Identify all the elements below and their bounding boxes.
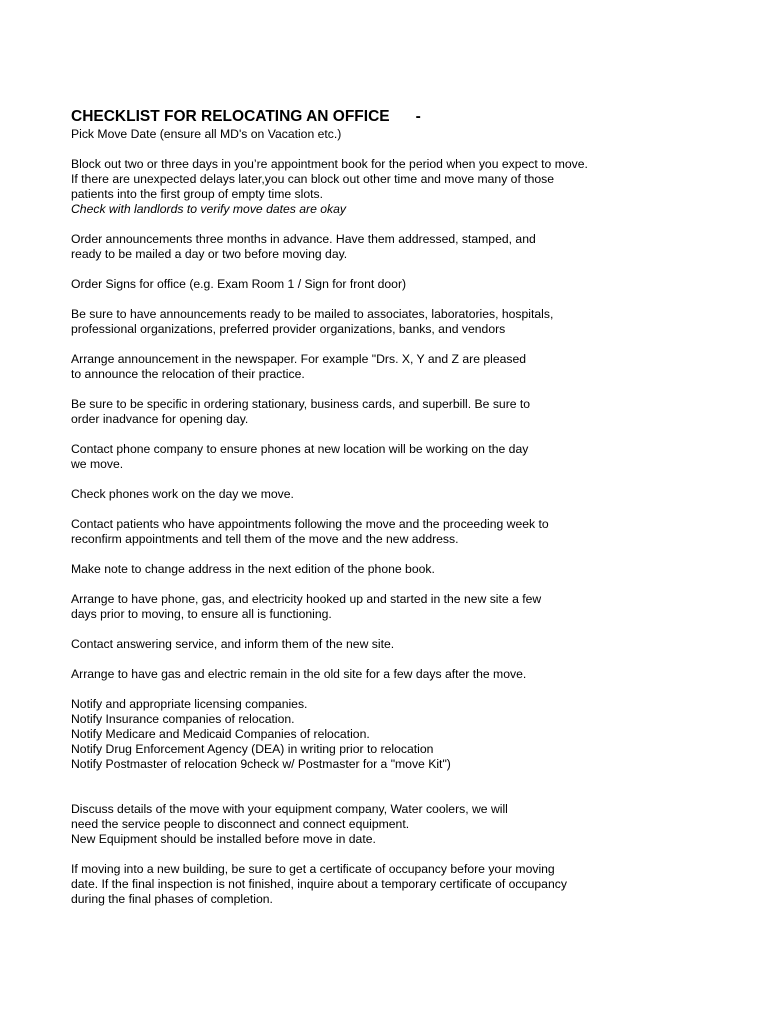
paragraph-contact-patients (71, 517, 731, 547)
paragraph-line: Contact answering service, and inform them of the new site. (71, 637, 395, 651)
paragraph-line: Notify and appropriate licensing companies. (71, 697, 308, 711)
paragraph-line: Contact patients who have appointments following the move and the proceeding week to (71, 517, 549, 531)
paragraph-line: date. If the final inspection is not finished, inquire about a temporary certificate of occupancy (71, 877, 567, 891)
paragraph-line: ready to be mailed a day or two before moving day. (71, 247, 348, 261)
paragraph-equipment (71, 802, 731, 847)
paragraph-line: to announce the relocation of their practice. (71, 367, 305, 381)
paragraph-line: days prior to moving, to ensure all is functioning. (71, 607, 332, 621)
paragraph-line: we move. (71, 457, 124, 471)
paragraph-line: professional organizations, preferred provider organizations, banks, and vendors (71, 322, 506, 336)
paragraph-notifications (71, 697, 731, 772)
paragraph-line: Check phones work on the day we move. (71, 487, 294, 501)
paragraph-line: Pick Move Date (ensure all MD's on Vacation etc.) (71, 127, 342, 141)
paragraph-line: Discuss details of the move with your equipment company, Water coolers, we will (71, 802, 508, 816)
paragraph-block-out-days (71, 157, 731, 217)
paragraph-line: Arrange announcement in the newspaper. For example "Drs. X, Y and Z are pleased (71, 352, 527, 366)
paragraph-line: Arrange to have gas and electric remain in the old site for a few days after the move. (71, 667, 527, 681)
paragraph-line: Notify Drug Enforcement Agency (DEA) in writing prior to relocation (71, 742, 434, 756)
paragraph-answering-service (71, 637, 731, 652)
paragraph-line: Be sure to be specific in ordering stationary, business cards, and superbill. Be sure to (71, 397, 531, 411)
paragraph-line: during the final phases of completion. (71, 892, 273, 906)
paragraph-pick-move-date (71, 127, 731, 142)
paragraph-certificate-occupancy (71, 862, 731, 907)
paragraph-stationary (71, 397, 731, 427)
paragraph-phone-book (71, 562, 731, 577)
landlord-note: Check with landlords to verify move dates are okay (71, 202, 347, 216)
paragraph-line: Block out two or three days in you’re appointment book for the period when you expect to move. (71, 157, 588, 171)
paragraph-line: need the service people to disconnect and connect equipment. (71, 817, 410, 831)
paragraph-line: Be sure to have announcements ready to be mailed to associates, laboratories, hospitals, (71, 307, 554, 321)
paragraph-line: patients into the first group of empty time slots. (71, 187, 323, 201)
paragraph-line: Make note to change address in the next edition of the phone book. (71, 562, 435, 576)
paragraph-line: Contact phone company to ensure phones at new location will be working on the day (71, 442, 529, 456)
paragraph-line: reconfirm appointments and tell them of the move and the new address. (71, 532, 459, 546)
paragraph-line: Arrange to have phone, gas, and electricity hooked up and started in the new site a few (71, 592, 542, 606)
paragraph-line: If moving into a new building, be sure to get a certificate of occupancy before your moving (71, 862, 555, 876)
paragraph-line: New Equipment should be installed before move in date. (71, 832, 376, 846)
paragraph-line: If there are unexpected delays later,you can block out other time and move many of those (71, 172, 555, 186)
document-title (71, 108, 731, 126)
paragraph-line: Order Signs for office (e.g. Exam Room 1 / Sign for front door) (71, 277, 407, 291)
document-page (71, 108, 731, 922)
paragraph-utilities-old-site (71, 667, 731, 682)
paragraph-newspaper (71, 352, 731, 382)
title-text: CHECKLIST FOR RELOCATING AN OFFICE (71, 108, 390, 125)
paragraph-line: Notify Medicare and Medicaid Companies of relocation. (71, 727, 370, 741)
title-dash: - (415, 108, 421, 125)
paragraph-order-announcements (71, 232, 731, 262)
paragraph-line: order inadvance for opening day. (71, 412, 249, 426)
paragraph-utilities-new-site (71, 592, 731, 622)
paragraph-mail-announcements (71, 307, 731, 337)
paragraph-order-signs (71, 277, 731, 292)
paragraph-line: Order announcements three months in advance. Have them addressed, stamped, and (71, 232, 536, 246)
paragraph-line: Notify Postmaster of relocation 9check w/ Postmaster for a "move Kit") (71, 757, 451, 771)
paragraph-line: Notify Insurance companies of relocation. (71, 712, 295, 726)
paragraph-phone-company (71, 442, 731, 472)
paragraph-check-phones (71, 487, 731, 502)
